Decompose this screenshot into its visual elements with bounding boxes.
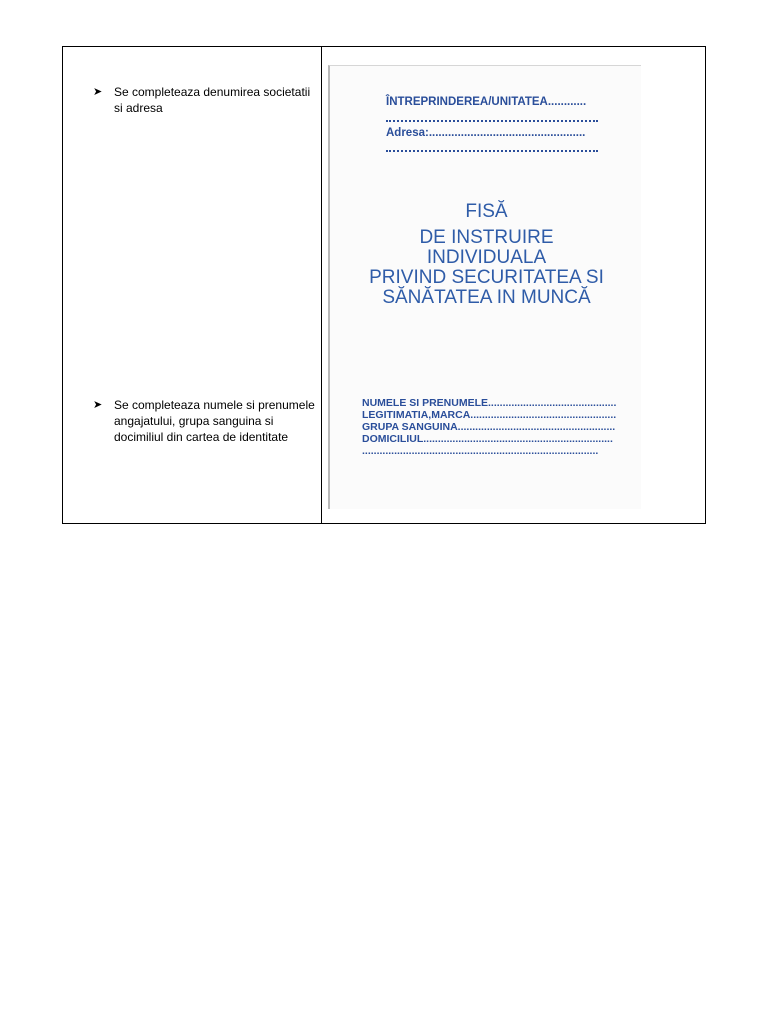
title-line: DE INSTRUIRE	[419, 227, 554, 248]
arrow-bullet-icon: ➤	[93, 399, 103, 411]
instruction-text: Se completeaza numele si prenumele angajatului, grupa sanguina si docimiliul din cartea de identitate	[114, 398, 315, 444]
field-extra-line: .................................................................................	[362, 445, 599, 457]
document-image-column	[322, 47, 705, 523]
instruction-item-employee	[93, 397, 318, 445]
field-id: LEGITIMATIA,MARCA..................................................	[362, 409, 617, 421]
instructions-column	[63, 47, 322, 523]
training-sheet-scan	[328, 65, 641, 509]
address-field: Adresa:.................................................	[386, 127, 586, 139]
instruction-text: Se completeaza denumirea societatii si adresa	[114, 85, 311, 115]
instruction-item-company	[93, 84, 318, 116]
title-line: INDIVIDUALA	[426, 247, 547, 268]
arrow-bullet-icon: ➤	[93, 86, 103, 98]
dotted-line	[386, 148, 598, 152]
field-name: NUMELE SI PRENUMELE............................................	[362, 397, 617, 409]
title-line: SĂNĂTATEA IN MUNCĂ	[382, 287, 591, 308]
field-address: DOMICILIUL.................................................................	[362, 433, 613, 445]
dotted-line	[386, 118, 598, 122]
content-table	[62, 46, 706, 524]
field-blood-group: GRUPA SANGUINA......................................................	[362, 421, 616, 433]
title-line: PRIVIND SECURITATEA SI	[369, 267, 604, 288]
document-title	[330, 202, 643, 308]
title-line: FISĂ	[465, 201, 508, 222]
employee-fields	[362, 397, 620, 457]
company-field: ÎNTREPRINDEREA/UNITATEA............	[386, 96, 587, 108]
